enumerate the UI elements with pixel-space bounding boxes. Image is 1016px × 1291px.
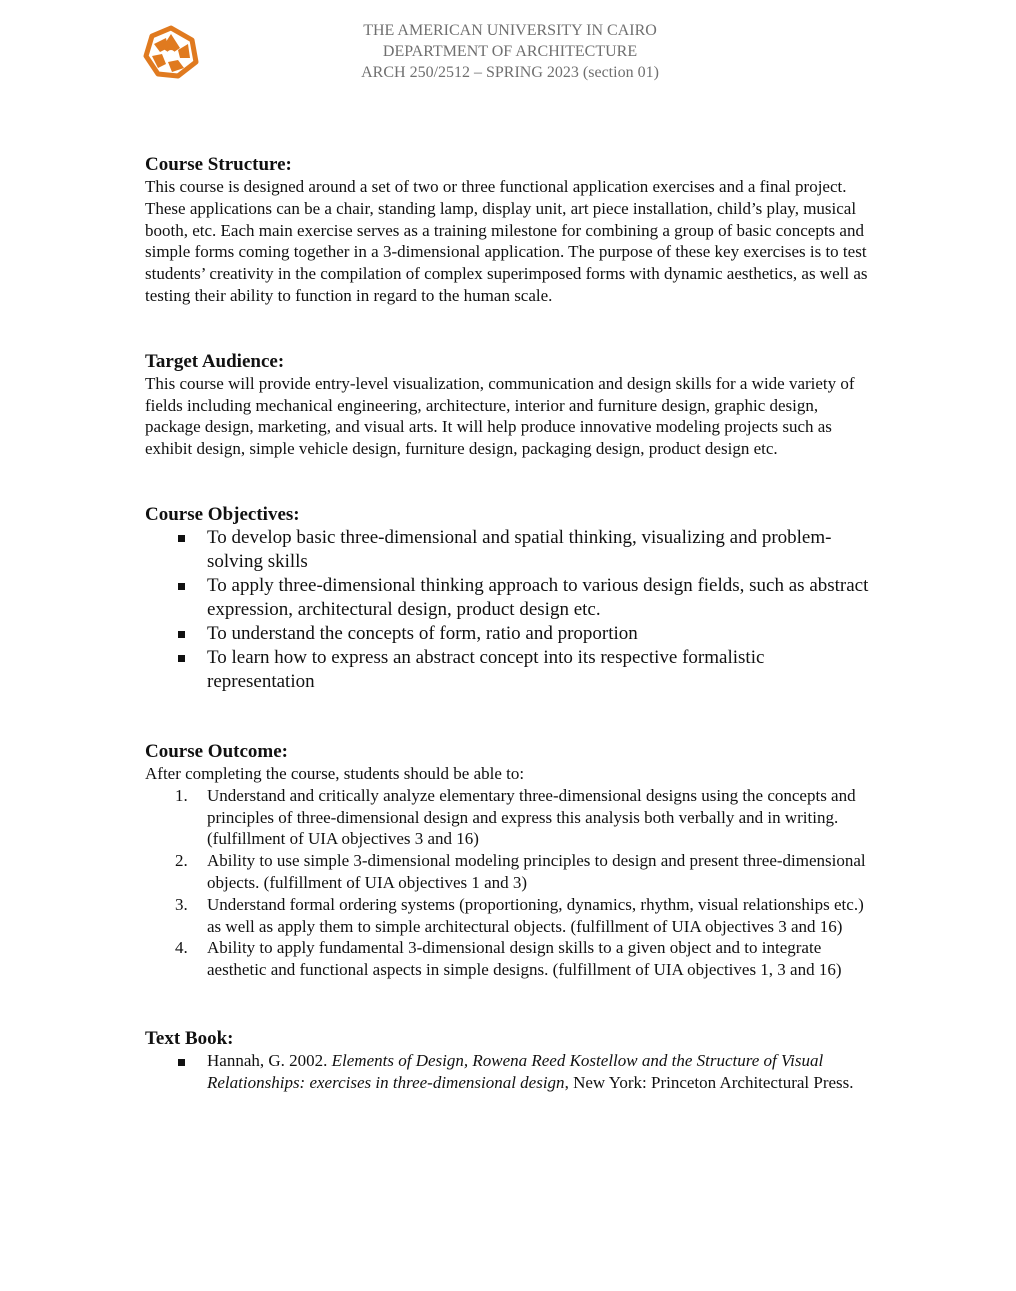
section-title-course-outcome: Course Outcome: <box>145 740 288 762</box>
outcome-item: 4. Ability to apply fundamental 3-dimensional design skills to a given object and to integrate aesthetic and functional aspects in simple designs. (fulfillment of UIA objectives 1, 3 and 16) <box>175 938 842 980</box>
textbook-item <box>145 1050 875 1094</box>
square-bullet-icon <box>178 535 185 542</box>
section-title-course-objectives: Course Objectives: <box>145 503 300 525</box>
textbook-publisher: , New York: Princeton Architectural Press. <box>564 1072 854 1092</box>
section-title-target-audience: Target Audience: <box>145 350 285 372</box>
section-target-audience <box>145 350 875 460</box>
square-bullet-icon <box>178 631 185 638</box>
section-title-text-book: Text Book: <box>145 1027 234 1049</box>
textbook-title: Elements of Design, Rowena Reed Kostellow and the Structure of Visual Relationships: exercises in three-dimensional design <box>207 1050 824 1092</box>
outcome-item: 3. Understand formal ordering systems (proportioning, dynamics, rhythm, visual relationships etc.) as well as apply them to simple architectural objects. (fulfillment of UIA objectives 3 and 16) <box>175 894 864 936</box>
outcome-item: 2. Ability to use simple 3-dimensional modeling principles to design and present three-dimensional objects. (fulfillment of UIA objectives 1 and 3) <box>175 851 866 892</box>
header-university: THE AMERICAN UNIVERSITY IN CAIRO <box>363 22 657 39</box>
section-course-objectives <box>145 503 875 694</box>
target-audience-text: This course will provide entry-level visualization, communication and design skills for a wide variety of fields including mechanical engineering, architecture, interior and furniture design, graphic design, package design, marketing, and visual arts. It will help produce innovative modeling projects such as exhibit design, simple vehicle design, furniture design, packaging design, product design etc. <box>145 373 855 459</box>
header-department: DEPARTMENT OF ARCHITECTURE <box>382 43 638 60</box>
objectives-list <box>145 526 875 694</box>
course-outcome-intro: After completing the course, students should be able to: <box>145 763 525 783</box>
objective-item: To apply three-dimensional thinking approach to various design fields, such as abstract expression, architectural design, product design etc. <box>145 574 875 622</box>
university-logo-icon <box>140 24 202 80</box>
textbook-author: Hannah, G. 2002. <box>207 1050 332 1070</box>
objective-item: To understand the concepts of form, ratio and proportion <box>145 622 875 646</box>
objective-item: To learn how to express an abstract concept into its respective formalistic representation <box>145 646 875 694</box>
square-bullet-icon <box>178 583 185 590</box>
square-bullet-icon <box>178 655 185 662</box>
document-body <box>145 153 875 1094</box>
course-structure-text: This course is designed around a set of two or three functional application exercises and a final project. These applications can be a chair, standing lamp, display unit, art piece installation, child’s play, musical booth, etc. Each main exercise serves as a training milestone for combining a group of basic concepts and simple forms coming together in a 3-dimensional application. The purpose of these key exercises is to test students’ creativity in the compilation of complex superimposed forms with dynamic aesthetics, as well as testing their ability to function in regard to the human scale. <box>145 177 868 305</box>
section-text-book <box>145 1027 875 1094</box>
document-header <box>260 20 760 83</box>
outcomes-list <box>145 785 875 981</box>
textbook-list <box>145 1050 875 1094</box>
section-title-course-structure: Course Structure: <box>145 154 292 175</box>
section-course-structure <box>145 153 875 307</box>
header-course-code: ARCH 250/2512 – SPRING 2023 (section 01) <box>361 64 659 81</box>
objective-item: To develop basic three-dimensional and spatial thinking, visualizing and problem-solving skills <box>145 526 875 574</box>
section-course-outcome <box>145 740 875 981</box>
square-bullet-icon <box>178 1059 185 1066</box>
outcome-item: 1. Understand and critically analyze elementary three-dimensional designs using the concepts and principles of three-dimensional design and express this analysis both verbally and in writing. (fulfillment of UIA objectives 3 and 16) <box>175 785 856 849</box>
